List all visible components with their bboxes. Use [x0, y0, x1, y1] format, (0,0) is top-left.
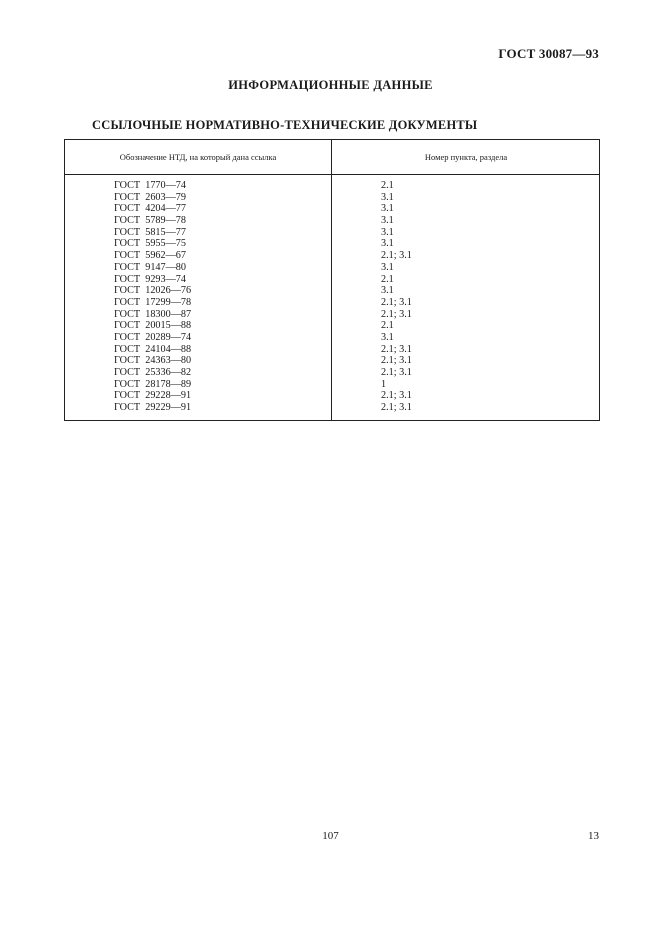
table-row: [65, 320, 599, 332]
table-row: [65, 227, 599, 239]
table-row: [65, 332, 599, 344]
section-cell: 2.1; 3.1: [381, 367, 412, 378]
section-cell: 2.1; 3.1: [381, 402, 412, 414]
table-row: [65, 285, 599, 297]
section-cell: 2.1; 3.1: [381, 390, 412, 402]
document-cell: ГОСТ 28178—89: [114, 378, 192, 390]
section-cell: 1: [381, 378, 387, 390]
document-cell: ГОСТ 29228—91: [114, 390, 192, 402]
section-cell: 3.1: [381, 331, 394, 343]
section-title: ССЫЛОЧНЫЕ НОРМАТИВНО-ТЕХНИЧЕСКИЕ ДОКУМЕНТЫ: [92, 118, 478, 132]
document-cell: ГОСТ 2603—79: [114, 191, 186, 203]
table-row: [65, 309, 599, 321]
document-cell: ГОСТ 17299—78: [114, 296, 192, 308]
section-cell: 3.1: [381, 238, 394, 250]
document-cell: ГОСТ 5962—67: [114, 250, 186, 262]
document-cell: ГОСТ 5789—78: [114, 215, 186, 227]
table-row: [65, 367, 599, 379]
section-cell: 2.1; 3.1: [381, 250, 412, 262]
section-cell: 2.1: [381, 320, 394, 332]
document-cell: ГОСТ 20015—88: [114, 320, 192, 332]
table-row: [65, 379, 599, 391]
section-cell: 3.1: [381, 261, 394, 273]
section-cell: 3.1: [381, 203, 394, 215]
table-row: [65, 215, 599, 227]
document-cell: ГОСТ 4204—77: [114, 203, 186, 215]
table-row: [65, 203, 599, 215]
document-cell: ГОСТ 9293—74: [114, 273, 186, 285]
page-number-center: 107: [322, 830, 339, 842]
section-cell: 2.1; 3.1: [381, 343, 412, 355]
table-row: [65, 250, 599, 262]
table-row: [65, 262, 599, 274]
table-row: [65, 180, 599, 192]
column-header-section: Номер пункта, раздела: [424, 152, 508, 162]
document-cell: ГОСТ 9147—80: [114, 261, 186, 273]
document-cell: ГОСТ 29229—91: [114, 402, 192, 414]
section-cell: 2.1; 3.1: [381, 308, 412, 320]
document-cell: ГОСТ 25336—82: [114, 367, 192, 378]
table-row: [65, 402, 599, 414]
document-cell: ГОСТ 20289—74: [114, 331, 192, 343]
table-row: [65, 238, 599, 250]
table-row: [65, 390, 599, 402]
table-row: [65, 297, 599, 309]
document-cell: ГОСТ 12026—76: [114, 285, 192, 297]
document-cell: ГОСТ 24363—80: [114, 355, 192, 367]
document-cell: ГОСТ 5955—75: [114, 238, 186, 250]
table-body: [65, 180, 599, 414]
section-cell: 2.1: [381, 180, 394, 191]
section-cell: 3.1: [381, 215, 394, 227]
document-cell: ГОСТ 1770—74: [114, 180, 186, 191]
section-cell: 3.1: [381, 285, 394, 297]
column-header-document: Обозначение НТД, на который дана ссылка: [119, 152, 277, 162]
section-cell: 2.1: [381, 273, 394, 285]
table-row: [65, 192, 599, 204]
table-row: [65, 355, 599, 367]
section-cell: 2.1; 3.1: [381, 296, 412, 308]
document-cell: ГОСТ 24104—88: [114, 343, 192, 355]
table-row: [65, 274, 599, 286]
document-cell: ГОСТ 5815—77: [114, 226, 186, 238]
section-cell: 3.1: [381, 191, 394, 203]
section-cell: 2.1; 3.1: [381, 355, 412, 367]
document-cell: ГОСТ 18300—87: [114, 308, 192, 320]
standard-code: ГОСТ 30087—93: [498, 46, 599, 61]
page-title: ИНФОРМАЦИОННЫЕ ДАННЫЕ: [228, 78, 433, 92]
table-row: [65, 344, 599, 356]
table-header: [65, 140, 599, 175]
section-cell: 3.1: [381, 226, 394, 238]
reference-table: [64, 139, 600, 421]
page-number-right: 13: [588, 830, 599, 842]
